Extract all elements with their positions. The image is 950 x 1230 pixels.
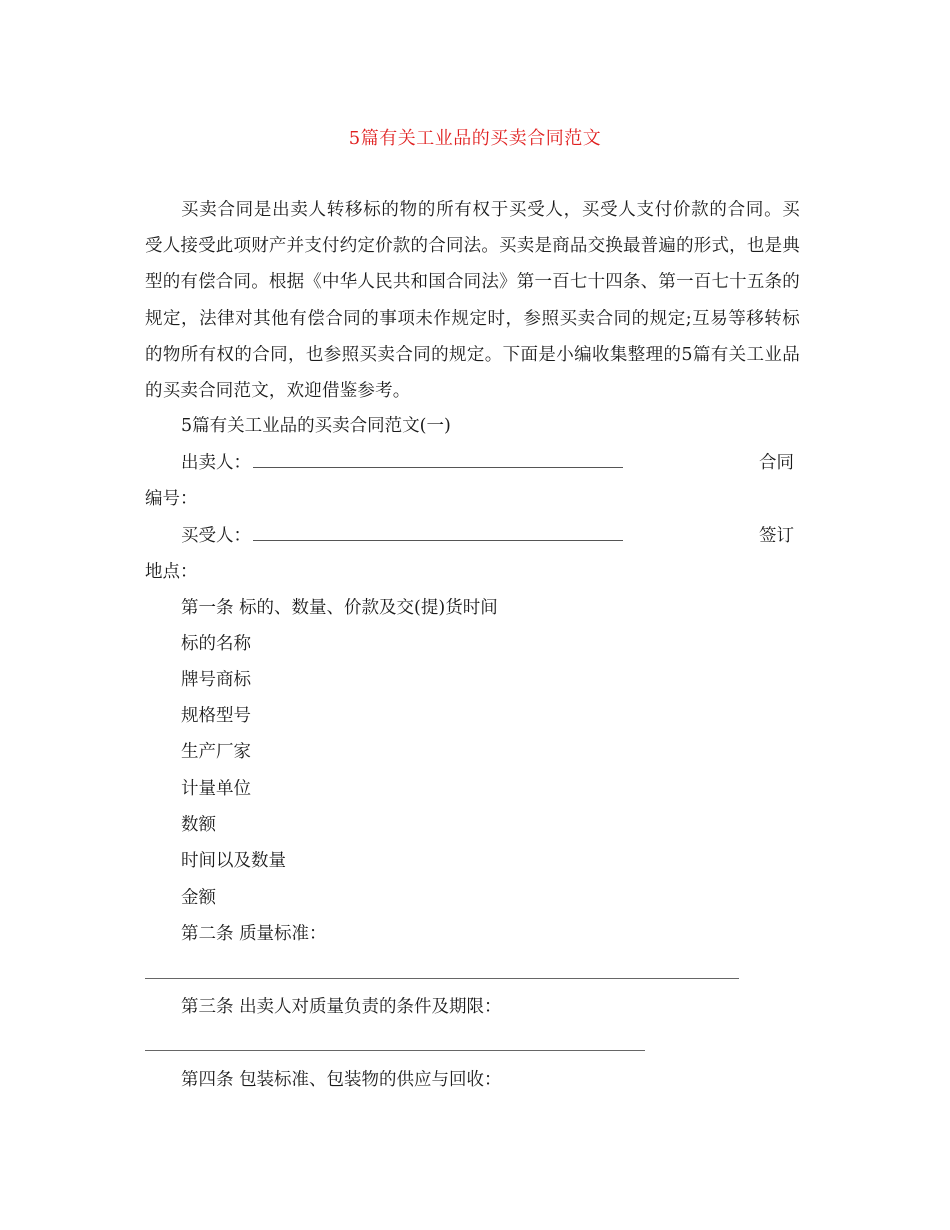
item-brand-trademark: 牌号商标	[181, 670, 251, 690]
item-unit: 计量单位	[181, 779, 251, 799]
sign-place-label-a: 签订	[759, 526, 794, 546]
item-manufacturer: 生产厂家	[181, 742, 251, 762]
buyer-label: 买受人：	[181, 526, 251, 546]
buyer-row	[181, 524, 623, 548]
item-time-quantity: 时间以及数量	[181, 851, 286, 871]
buyer-blank	[253, 524, 623, 541]
seller-blank	[253, 451, 623, 468]
item-sum: 金额	[181, 888, 216, 908]
contract-no-label-b: 编号：	[145, 489, 198, 509]
sign-place-label-b: 地点：	[145, 562, 198, 582]
seller-row	[181, 451, 623, 475]
article-3: 第三条 出卖人对质量负责的条件及期限：	[181, 997, 502, 1017]
item-subject-name: 标的名称	[181, 634, 251, 654]
article-2: 第二条 质量标准：	[181, 924, 327, 944]
article-3-blank-line	[145, 1050, 645, 1051]
intro-paragraph: 买卖合同是出卖人转移标的物的所有权于买受人，买受人支付价款的合同。买受人接受此项财产并支付约定价款的合同法。买卖是商品交换最普遍的形式，也是典型的有偿合同。根据《中华人民共和国合同法》第一百七十四条、第一百七十五条的规定，法律对其他有偿合同的事项未作规定时，参照买卖合同的规定;互易等移转标的物所有权的合同，也参照买卖合同的规定。下面是小编收集整理的5篇有关工业品的买卖合同范文，欢迎借鉴参考。	[145, 200, 800, 402]
section-heading: 5篇有关工业品的买卖合同范文(一)	[181, 416, 451, 436]
document-title: 5篇有关工业品的买卖合同范文	[348, 128, 602, 149]
article-2-blank-line	[145, 978, 739, 979]
item-spec-model: 规格型号	[181, 706, 251, 726]
seller-label: 出卖人：	[181, 453, 251, 473]
item-amount: 数额	[181, 815, 216, 835]
contract-no-label-a: 合同	[759, 453, 794, 473]
article-1: 第一条 标的、数量、价款及交(提)货时间	[181, 598, 498, 618]
article-4: 第四条 包装标准、包装物的供应与回收：	[181, 1070, 502, 1090]
